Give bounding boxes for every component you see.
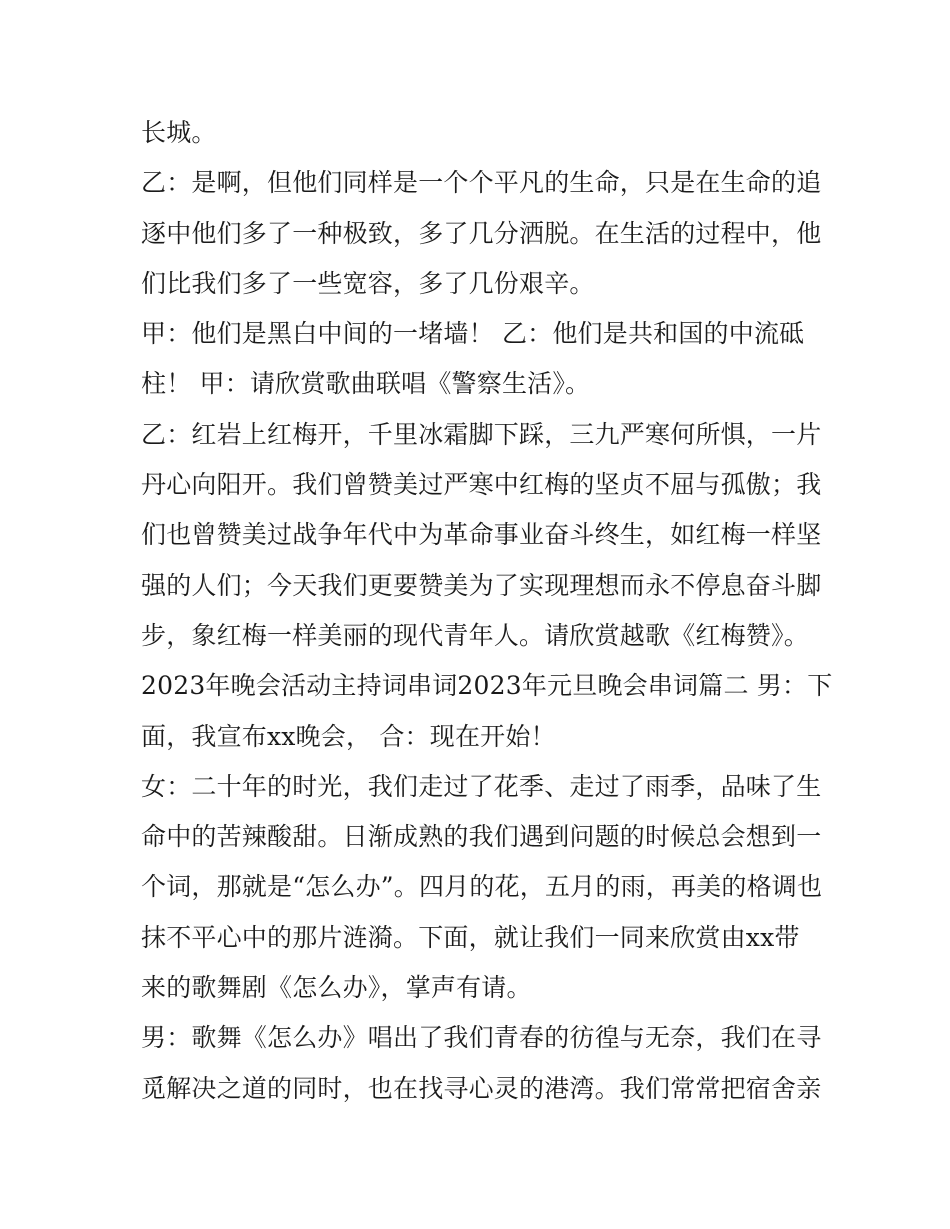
text-line: 来的歌舞剧《怎么办》，掌声有请。 bbox=[141, 973, 532, 1003]
text-line: 丹心向阳开。我们曾赞美过严寒中红梅的坚贞不屈与孤傲；我 bbox=[141, 470, 822, 500]
text-line: 女：二十年的时光，我们走过了花季、走过了雨季，品味了生 bbox=[141, 771, 822, 801]
text-line: 长城。 bbox=[141, 118, 217, 147]
text-line: 个词，那就是“怎么办”。四月的花，五月的雨，再美的格调也 bbox=[141, 872, 823, 902]
text-line: 男：歌舞《怎么办》唱出了我们青春的彷徨与无奈，我们在寻 bbox=[141, 1023, 822, 1053]
text-line: 命中的苦辣酸甜。日渐成熟的我们遇到问题的时候总会想到一 bbox=[141, 822, 822, 852]
text-line: 觅解决之道的同时，也在找寻心灵的港湾。我们常常把宿舍亲 bbox=[141, 1073, 822, 1103]
document-body bbox=[141, 108, 833, 1114]
text-line: 抹不平心中的那片涟漪。下面，就让我们一同来欣赏由xx带 bbox=[141, 922, 800, 952]
text-line: 乙：红岩上红梅开，千里冰霜脚下踩，三九严寒何所惧，一片 bbox=[141, 419, 822, 449]
text-line: 面，我宣布xx晚会， 合：现在开始！ bbox=[141, 721, 556, 751]
text-line: 2023年晚会活动主持词串词2023年元旦晚会串词篇二 男：下 bbox=[141, 671, 833, 701]
text-line: 甲：他们是黑白中间的一堵墙！ 乙：他们是共和国的中流砥 bbox=[141, 319, 805, 349]
text-line: 步，象红梅一样美丽的现代青年人。请欣赏越歌《红梅赞》。 bbox=[141, 620, 809, 650]
text-line: 们也曾赞美过战争年代中为革命事业奋斗终生，如红梅一样坚 bbox=[141, 520, 822, 550]
text-line: 们比我们多了一些宽容，多了几份艰辛。 bbox=[141, 268, 595, 298]
text-line: 乙：是啊，但他们同样是一个个平凡的生命，只是在生命的追 bbox=[141, 168, 822, 198]
text-line: 柱！ 甲：请欣赏歌曲联唱《警察生活》。 bbox=[141, 369, 591, 399]
text-line: 强的人们；今天我们更要赞美为了实现理想而永不停息奋斗脚 bbox=[141, 570, 822, 600]
text-line: 逐中他们多了一种极致，多了几分洒脱。在生活的过程中，他 bbox=[141, 218, 822, 248]
